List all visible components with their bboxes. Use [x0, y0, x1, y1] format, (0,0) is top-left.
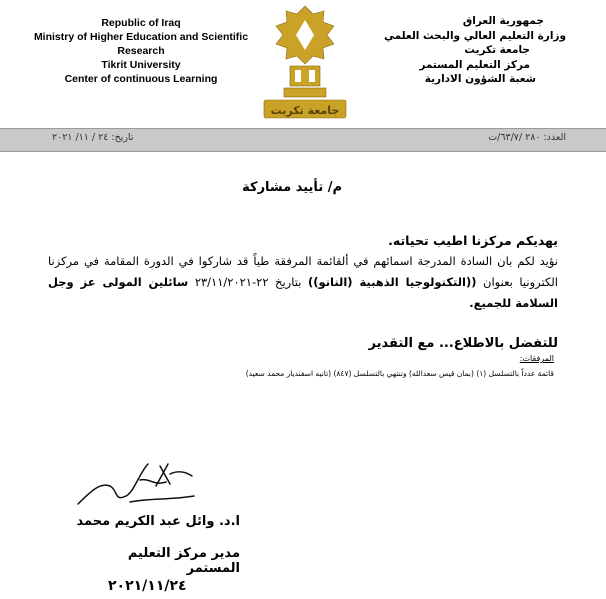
arabic-ministry: وزارة التعليم العالي والبحث العلمي [383, 29, 566, 42]
signatory-name: ا.د. وائل عبد الكريم محمد [76, 514, 240, 529]
letter-closing: للتفضل بالاطلاع... مع التقدير [368, 336, 558, 351]
attachments-title: المرفقات: [519, 354, 554, 363]
english-university: Tikrit University [101, 59, 181, 71]
english-ministry: Ministry of Higher Education and Scientific Research [33, 31, 249, 57]
letter-body [48, 230, 558, 314]
handwritten-signature [70, 452, 200, 516]
signature-date: ٢٠٢١/١١/٢٤ [108, 578, 187, 594]
arabic-university: جامعة تكريت [464, 44, 530, 56]
english-letterhead [10, 16, 272, 86]
letter-subject: م/ تأييد مشاركة [242, 180, 342, 195]
body-text-2: بتاريخ ٢٢-٢٣/١١/٢٠٢١ [188, 275, 308, 289]
reference-date: تاريخ: ٢٤ / ١١/ ٢٠٢١ [52, 132, 134, 143]
letter-paragraph [48, 251, 558, 314]
course-title: ((التكنولوجيا الذهبية (النانو)) [307, 275, 477, 289]
signatory-title: مدير مركز التعليم المستمر [127, 546, 240, 576]
reference-bar [0, 128, 606, 152]
english-center: Center of continuous Learning [64, 73, 218, 85]
english-country: Republic of Iraq [101, 17, 181, 29]
reference-number: العدد: ٢٨٠ /٦٣/٧/ت [488, 132, 566, 143]
arabic-country: جمهورية العراق [462, 15, 544, 27]
attachments-text: قائمة عدداً بالتسلسل (١) (بمان قيس سعدالله) وتنتهي بالتسلسل (٨٤٧) (تانيه اسفنديار محمد سعيد) [245, 369, 554, 378]
arabic-department: شعبة الشؤون الادارية [424, 73, 536, 85]
body-text-1: نؤيد لكم بان السادة المدرجة اسمائهم في ألقائمة المرفقة طياً قد شاركوا في الدورة المقامة في مركزنا الكترونيا بعنوان [48, 254, 558, 289]
arabic-center: مركز التعليم المستمر [419, 58, 530, 71]
closing-prayer: سائلين المولى عز وجل السلامة للجميع. [48, 275, 558, 310]
arabic-letterhead [324, 14, 566, 87]
letter-greeting: يهديكم مركزنا اطيب تحياته. [388, 233, 558, 248]
logo-text: جامعة تكريت [270, 104, 340, 117]
